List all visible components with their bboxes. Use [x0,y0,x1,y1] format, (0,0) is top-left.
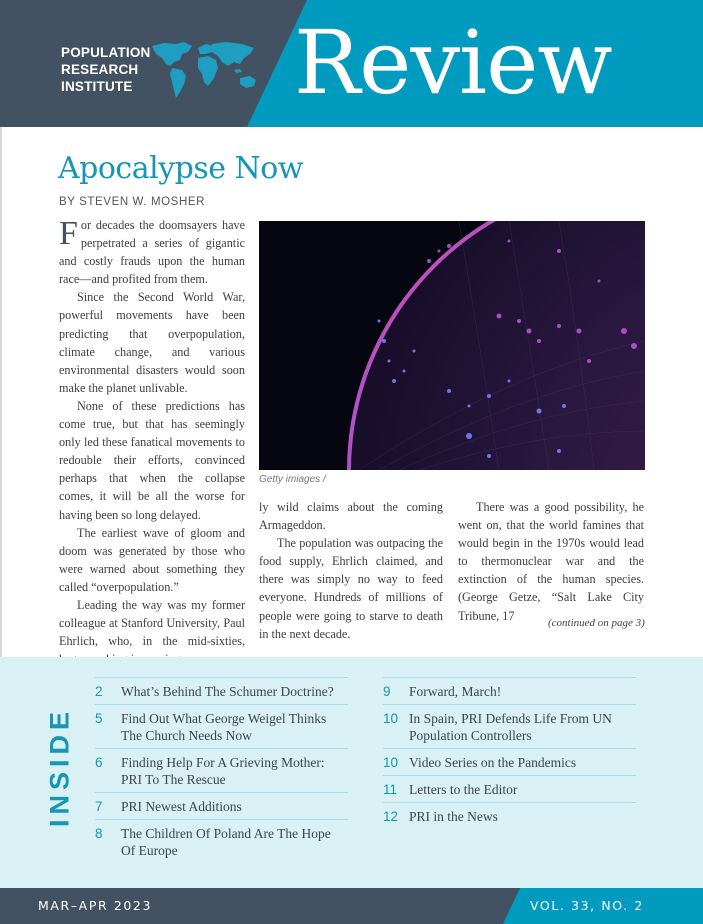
toc-item[interactable] [95,677,348,704]
article-paragraph [59,216,245,288]
article-paragraph: There was a good possibility, he went on, that the world famines that would begin in the 1970s would lead to thermonuclear war and the extinction of the human species. (George Getze, “Salt Lake City Tribune, 17 [458,500,644,623]
toc-item[interactable] [383,704,636,748]
toc-item[interactable] [95,704,348,748]
article-paragraph: ly wild claims about the coming Armageddon. [259,500,443,533]
world-map-icon [150,40,262,102]
toc-item[interactable] [95,748,348,792]
issue-date: MAR–APR 2023 [38,898,153,913]
paragraph-text: or decades the doomsayers have perpetrated a series of gigantic and costly frauds upon the human race—and profited from them. [59,218,245,287]
masthead-banner [0,0,703,127]
article-paragraph: None of these predictions has come true, but that has seemingly only led these fanatical movements to redouble their efforts, convinced perhaps that when the collapse comes, it will be all the worse for having been so long delayed. [59,398,245,522]
page-edge [0,127,2,657]
toc-page-number: 11 [383,782,398,797]
inside-heading [40,707,80,827]
toc-title: Letters to the Editor [409,782,518,797]
toc-page-number: 10 [383,755,399,770]
continued-note[interactable]: (continued on page 3) [548,617,645,629]
toc-page-number: 10 [383,711,399,726]
toc-list-right [383,677,636,829]
issue-volume: VOL. 33, NO. 2 [530,898,644,913]
org-logo-text[interactable] [61,44,151,95]
drop-cap: F [59,215,78,252]
toc-item[interactable] [383,748,636,775]
footer-bar [0,888,703,924]
toc-page-number: 9 [383,684,391,699]
article-title: Apocalypse Now [58,151,304,186]
toc-list-left [95,677,348,863]
toc-page-number: 6 [95,755,103,770]
article-paragraph: Since the Second World War, powerful movements have been predicting that overpopulation, climate change, and various environmental disasters would soon make the planet unlivable. [59,290,245,395]
toc-title: In Spain, PRI Defends Life From UN Population Controllers [409,711,612,743]
toc-item[interactable] [95,792,348,819]
toc-title: Video Series on the Pandemics [409,755,577,770]
toc-title: The Children Of Poland Are The Hope Of Europe [121,826,331,858]
toc-title: Find Out What George Weigel Thinks The Church Needs Now [121,711,327,743]
toc-page-number: 8 [95,826,103,841]
org-name-line: POPULATION [61,45,151,60]
toc-item[interactable] [383,802,636,829]
toc-title: PRI Newest Additions [121,799,242,814]
article-paragraph: The earliest wave of gloom and doom was generated by those who were warned about something they called “overpopulation.” [59,525,245,594]
toc-page-number: 5 [95,711,103,726]
toc-title: Finding Help For A Grieving Mother: PRI To The Rescue [121,755,325,787]
toc-page-number: 12 [383,809,399,824]
toc-page-number: 2 [95,684,103,699]
toc-title: What’s Behind The Schumer Doctrine? [121,684,334,699]
toc-title: PRI in the News [409,809,498,824]
publication-title: Review [294,11,612,114]
toc-page-number: 7 [95,799,103,814]
org-name-line: RESEARCH [61,62,139,77]
org-name-line: INSTITUTE [61,79,133,94]
article-paragraph: Leading the way was my former colleague at Stanford University, Paul Ehrlich, who, in the mid-sixties, [59,597,245,649]
article-column-1 [59,216,245,668]
article-photo-earth-night-lights [259,221,645,470]
toc-item[interactable] [383,775,636,802]
article-column-2 [259,498,443,643]
inside-heading-text: INSIDE [44,706,75,828]
article-paragraph: The population was outpacing the food supply, Ehrlich claimed, and there was simply no way to feed everyone. Hundreds of millions of people were going to starve to death in the next decade. [259,536,443,641]
article-byline: BY STEVEN W. MOSHER [59,196,206,208]
article-column-3 [458,498,644,625]
photo-caption: Getty imiages / [259,474,326,485]
toc-item[interactable] [383,677,636,704]
toc-title: Forward, March! [409,684,502,699]
toc-item[interactable] [95,819,348,863]
